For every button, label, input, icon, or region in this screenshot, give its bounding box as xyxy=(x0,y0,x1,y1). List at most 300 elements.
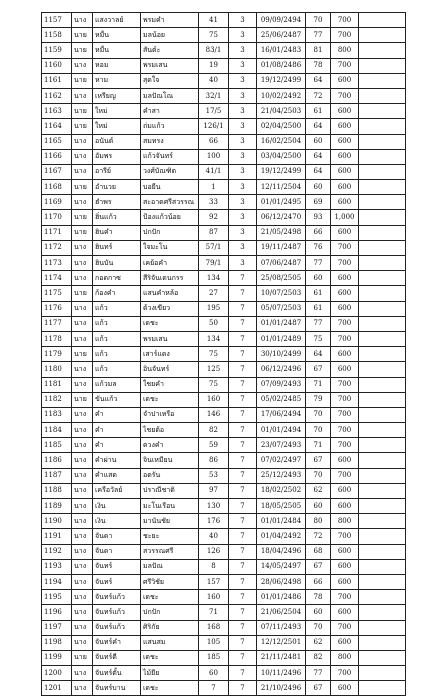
remarks-cell xyxy=(359,544,406,559)
first-name-cell: จันทร์ xyxy=(93,559,141,574)
remarks-cell xyxy=(359,407,406,422)
row-number-cell: 1175 xyxy=(42,286,72,301)
house-number-cell: 27 xyxy=(199,286,229,301)
remarks-cell xyxy=(359,499,406,514)
age-cell: 61 xyxy=(306,104,331,119)
row-number-cell: 1169 xyxy=(42,195,72,210)
birth-date-cell: 12/12/2501 xyxy=(257,635,306,650)
birth-date-cell: 07/06/2487 xyxy=(257,256,306,271)
age-cell: 93 xyxy=(306,210,331,225)
age-cell: 70 xyxy=(306,407,331,422)
allowance-amount-cell: 600 xyxy=(331,73,359,88)
allowance-amount-cell: 600 xyxy=(331,164,359,179)
village-number-cell: 3 xyxy=(229,256,257,271)
title-cell: นาง xyxy=(72,681,93,696)
age-cell: 60 xyxy=(306,271,331,286)
table-row xyxy=(42,529,406,544)
row-number-cell: 1177 xyxy=(42,316,72,331)
age-cell: 68 xyxy=(306,544,331,559)
first-name-cell: แก้ว xyxy=(93,301,141,316)
first-name-cell: ฮินทร์ xyxy=(93,240,141,255)
title-cell: นาง xyxy=(72,666,93,681)
last-name-cell: สันต์ะ xyxy=(141,43,199,58)
village-number-cell: 7 xyxy=(229,286,257,301)
age-cell: 71 xyxy=(306,438,331,453)
age-cell: 61 xyxy=(306,286,331,301)
table-row xyxy=(42,590,406,605)
remarks-cell xyxy=(359,134,406,149)
allowance-amount-cell: 600 xyxy=(331,134,359,149)
birth-date-cell: 21/05/2498 xyxy=(257,225,306,240)
last-name-cell: ป้องแก้วน้อย xyxy=(141,210,199,225)
table-row xyxy=(42,210,406,225)
allowance-amount-cell: 700 xyxy=(331,240,359,255)
allowance-amount-cell: 700 xyxy=(331,529,359,544)
row-number-cell: 1189 xyxy=(42,499,72,514)
title-cell: นาง xyxy=(72,331,93,346)
last-name-cell: ดวงคำ xyxy=(141,438,199,453)
last-name-cell: ใจมะโน xyxy=(141,240,199,255)
first-name-cell: คำ xyxy=(93,407,141,422)
remarks-cell xyxy=(359,635,406,650)
title-cell: นาย xyxy=(72,73,93,88)
age-cell: 60 xyxy=(306,499,331,514)
remarks-cell xyxy=(359,210,406,225)
last-name-cell: พรมเสน xyxy=(141,331,199,346)
first-name-cell: จันทร์แก้ว xyxy=(93,620,141,635)
first-name-cell: แก้วมล xyxy=(93,377,141,392)
row-number-cell: 1170 xyxy=(42,210,72,225)
age-cell: 78 xyxy=(306,58,331,73)
age-cell: 76 xyxy=(306,240,331,255)
allowance-amount-cell: 700 xyxy=(331,377,359,392)
first-name-cell: แก้ว xyxy=(93,331,141,346)
first-name-cell: เงิน xyxy=(93,499,141,514)
birth-date-cell: 23/07/2493 xyxy=(257,438,306,453)
table-row xyxy=(42,119,406,134)
table-row xyxy=(42,514,406,529)
row-number-cell: 1165 xyxy=(42,134,72,149)
row-number-cell: 1186 xyxy=(42,453,72,468)
document-page xyxy=(41,12,405,696)
birth-date-cell: 18/05/2505 xyxy=(257,499,306,514)
last-name-cell: มะโนเรือน xyxy=(141,499,199,514)
table-row xyxy=(42,286,406,301)
village-number-cell: 3 xyxy=(229,195,257,210)
village-number-cell: 3 xyxy=(229,225,257,240)
birth-date-cell: 30/10/2499 xyxy=(257,347,306,362)
title-cell: นาย xyxy=(72,180,93,195)
birth-date-cell: 25/08/2505 xyxy=(257,271,306,286)
row-number-cell: 1160 xyxy=(42,58,72,73)
table-row xyxy=(42,499,406,514)
last-name-cell: สะอาดศรีสวรรณ xyxy=(141,195,199,210)
row-number-cell: 1178 xyxy=(42,331,72,346)
allowance-amount-cell: 600 xyxy=(331,225,359,240)
remarks-cell xyxy=(359,529,406,544)
table-row xyxy=(42,666,406,681)
table-row xyxy=(42,195,406,210)
remarks-cell xyxy=(359,468,406,483)
title-cell: นาย xyxy=(72,225,93,240)
title-cell: นาง xyxy=(72,88,93,103)
house-number-cell: 146 xyxy=(199,407,229,422)
row-number-cell: 1183 xyxy=(42,407,72,422)
title-cell: นาง xyxy=(72,468,93,483)
table-row xyxy=(42,58,406,73)
row-number-cell: 1201 xyxy=(42,681,72,696)
title-cell: นาง xyxy=(72,271,93,286)
village-number-cell: 7 xyxy=(229,347,257,362)
age-cell: 64 xyxy=(306,119,331,134)
age-cell: 77 xyxy=(306,666,331,681)
remarks-cell xyxy=(359,681,406,696)
row-number-cell: 1191 xyxy=(42,529,72,544)
village-number-cell: 3 xyxy=(229,88,257,103)
title-cell: นาย xyxy=(72,119,93,134)
village-number-cell: 7 xyxy=(229,468,257,483)
row-number-cell: 1174 xyxy=(42,271,72,286)
last-name-cell: สมทรง xyxy=(141,134,199,149)
age-cell: 67 xyxy=(306,681,331,696)
house-number-cell: 160 xyxy=(199,590,229,605)
first-name-cell: จันทร์ตี xyxy=(93,650,141,665)
title-cell: นาย xyxy=(72,286,93,301)
last-name-cell: เดชะ xyxy=(141,650,199,665)
allowance-amount-cell: 700 xyxy=(331,392,359,407)
remarks-cell xyxy=(359,331,406,346)
birth-date-cell: 16/02/2504 xyxy=(257,134,306,149)
title-cell: นาง xyxy=(72,362,93,377)
village-number-cell: 3 xyxy=(229,240,257,255)
title-cell: นาง xyxy=(72,407,93,422)
first-name-cell: แก้ว xyxy=(93,362,141,377)
table-row xyxy=(42,483,406,498)
birth-date-cell: 21/06/2504 xyxy=(257,605,306,620)
village-number-cell: 7 xyxy=(229,271,257,286)
first-name-cell: จันทร์บาน xyxy=(93,681,141,696)
allowance-amount-cell: 600 xyxy=(331,499,359,514)
age-cell: 79 xyxy=(306,392,331,407)
remarks-cell xyxy=(359,13,406,28)
allowance-amount-cell: 600 xyxy=(331,605,359,620)
birth-date-cell: 21/04/2503 xyxy=(257,104,306,119)
allowance-amount-cell: 700 xyxy=(331,620,359,635)
allowance-amount-cell: 600 xyxy=(331,271,359,286)
title-cell: นาง xyxy=(72,240,93,255)
table-row xyxy=(42,681,406,696)
row-number-cell: 1159 xyxy=(42,43,72,58)
remarks-cell xyxy=(359,438,406,453)
age-cell: 67 xyxy=(306,559,331,574)
title-cell: นาง xyxy=(72,423,93,438)
title-cell: นาย xyxy=(72,28,93,43)
title-cell: นาง xyxy=(72,574,93,589)
house-number-cell: 41 xyxy=(199,13,229,28)
last-name-cell: พรมคำ xyxy=(141,13,199,28)
allowance-amount-cell: 600 xyxy=(331,180,359,195)
table-row xyxy=(42,559,406,574)
remarks-cell xyxy=(359,73,406,88)
last-name-cell: ใชยคำ xyxy=(141,377,199,392)
remarks-cell xyxy=(359,392,406,407)
remarks-cell xyxy=(359,483,406,498)
title-cell: นาง xyxy=(72,377,93,392)
village-number-cell: 7 xyxy=(229,590,257,605)
village-number-cell: 7 xyxy=(229,392,257,407)
row-number-cell: 1166 xyxy=(42,149,72,164)
birth-date-cell: 01/01/2494 xyxy=(257,423,306,438)
allowance-amount-cell: 700 xyxy=(331,331,359,346)
village-number-cell: 7 xyxy=(229,407,257,422)
table-row xyxy=(42,88,406,103)
birth-date-cell: 16/01/2483 xyxy=(257,43,306,58)
first-name-cell: จันดา xyxy=(93,544,141,559)
village-number-cell: 3 xyxy=(229,164,257,179)
allowance-amount-cell: 700 xyxy=(331,28,359,43)
last-name-cell: ปกปัก xyxy=(141,225,199,240)
house-number-cell: 195 xyxy=(199,301,229,316)
age-cell: 60 xyxy=(306,134,331,149)
age-cell: 69 xyxy=(306,195,331,210)
birth-date-cell: 01/01/2484 xyxy=(257,514,306,529)
house-number-cell: 1 xyxy=(199,180,229,195)
title-cell: นาง xyxy=(72,499,93,514)
birth-date-cell: 01/08/2486 xyxy=(257,58,306,73)
birth-date-cell: 07/11/2493 xyxy=(257,620,306,635)
village-number-cell: 7 xyxy=(229,483,257,498)
house-number-cell: 7 xyxy=(199,681,229,696)
remarks-cell xyxy=(359,119,406,134)
table-row xyxy=(42,331,406,346)
remarks-cell xyxy=(359,423,406,438)
village-number-cell: 7 xyxy=(229,316,257,331)
age-cell: 72 xyxy=(306,529,331,544)
title-cell: นาง xyxy=(72,544,93,559)
first-name-cell: อนันต์ xyxy=(93,134,141,149)
birth-date-cell: 05/02/2485 xyxy=(257,392,306,407)
age-cell: 77 xyxy=(306,28,331,43)
table-row xyxy=(42,605,406,620)
house-number-cell: 157 xyxy=(199,574,229,589)
first-name-cell: คำ xyxy=(93,438,141,453)
allowance-amount-cell: 700 xyxy=(331,316,359,331)
house-number-cell: 126/1 xyxy=(199,119,229,134)
table-row xyxy=(42,650,406,665)
title-cell: นาง xyxy=(72,529,93,544)
birth-date-cell: 06/12/2470 xyxy=(257,210,306,225)
title-cell: นาง xyxy=(72,149,93,164)
birth-date-cell: 01/01/2495 xyxy=(257,195,306,210)
house-number-cell: 8 xyxy=(199,559,229,574)
last-name-cell: อินจันทร์ xyxy=(141,362,199,377)
house-number-cell: 105 xyxy=(199,635,229,650)
table-row xyxy=(42,164,406,179)
last-name-cell: ด้วงเขียว xyxy=(141,301,199,316)
title-cell: นาง xyxy=(72,164,93,179)
first-name-cell: แก้ว xyxy=(93,316,141,331)
age-cell: 77 xyxy=(306,316,331,331)
first-name-cell: คำ xyxy=(93,423,141,438)
remarks-cell xyxy=(359,347,406,362)
table-row xyxy=(42,377,406,392)
row-number-cell: 1181 xyxy=(42,377,72,392)
remarks-cell xyxy=(359,104,406,119)
house-number-cell: 87 xyxy=(199,225,229,240)
last-name-cell: แสนคำหล้อ xyxy=(141,286,199,301)
row-number-cell: 1185 xyxy=(42,438,72,453)
row-number-cell: 1182 xyxy=(42,392,72,407)
age-cell: 75 xyxy=(306,331,331,346)
first-name-cell: ฮินคำ xyxy=(93,225,141,240)
first-name-cell: อารีย์ xyxy=(93,164,141,179)
first-name-cell: อำนวย xyxy=(93,180,141,195)
title-cell: นาย xyxy=(72,392,93,407)
title-cell: นาย xyxy=(72,104,93,119)
last-name-cell: ปราณีชาติ xyxy=(141,483,199,498)
remarks-cell xyxy=(359,590,406,605)
first-name-cell: จันดา xyxy=(93,529,141,544)
row-number-cell: 1197 xyxy=(42,620,72,635)
house-number-cell: 83/1 xyxy=(199,43,229,58)
house-number-cell: 82 xyxy=(199,423,229,438)
last-name-cell: จำปาเหรือ xyxy=(141,407,199,422)
house-number-cell: 134 xyxy=(199,271,229,286)
village-number-cell: 7 xyxy=(229,681,257,696)
age-cell: 66 xyxy=(306,225,331,240)
first-name-cell: แสงวาลย์ xyxy=(93,13,141,28)
first-name-cell: จันทร์ xyxy=(93,574,141,589)
birth-date-cell: 10/11/2496 xyxy=(257,666,306,681)
first-name-cell: ใหม่ xyxy=(93,104,141,119)
village-number-cell: 3 xyxy=(229,58,257,73)
remarks-cell xyxy=(359,605,406,620)
title-cell: นาง xyxy=(72,301,93,316)
first-name-cell: จันทร์แก้ว xyxy=(93,605,141,620)
village-number-cell: 7 xyxy=(229,605,257,620)
last-name-cell: ปกปัก xyxy=(141,605,199,620)
allowance-amount-cell: 700 xyxy=(331,590,359,605)
remarks-cell xyxy=(359,164,406,179)
last-name-cell: มานันชัย xyxy=(141,514,199,529)
birth-date-cell: 28/06/2498 xyxy=(257,574,306,589)
age-cell: 78 xyxy=(306,590,331,605)
last-name-cell: พรมเสน xyxy=(141,58,199,73)
row-number-cell: 1198 xyxy=(42,635,72,650)
remarks-cell xyxy=(359,377,406,392)
age-cell: 60 xyxy=(306,180,331,195)
village-number-cell: 7 xyxy=(229,514,257,529)
allowance-amount-cell: 1,000 xyxy=(331,210,359,225)
age-cell: 70 xyxy=(306,620,331,635)
age-cell: 71 xyxy=(306,377,331,392)
house-number-cell: 130 xyxy=(199,499,229,514)
village-number-cell: 3 xyxy=(229,210,257,225)
village-number-cell: 7 xyxy=(229,529,257,544)
row-number-cell: 1164 xyxy=(42,119,72,134)
village-number-cell: 7 xyxy=(229,650,257,665)
allowance-amount-cell: 600 xyxy=(331,681,359,696)
age-cell: 81 xyxy=(306,43,331,58)
title-cell: นาง xyxy=(72,13,93,28)
table-row xyxy=(42,180,406,195)
title-cell: นาง xyxy=(72,195,93,210)
row-number-cell: 1196 xyxy=(42,605,72,620)
last-name-cell: ศิริกัย xyxy=(141,620,199,635)
last-name-cell: สุดใจ xyxy=(141,73,199,88)
village-number-cell: 7 xyxy=(229,331,257,346)
last-name-cell: มลน้อย xyxy=(141,28,199,43)
allowance-amount-cell: 600 xyxy=(331,453,359,468)
row-number-cell: 1157 xyxy=(42,13,72,28)
allowance-amount-cell: 600 xyxy=(331,104,359,119)
title-cell: นาง xyxy=(72,620,93,635)
table-row xyxy=(42,256,406,271)
remarks-cell xyxy=(359,240,406,255)
remarks-cell xyxy=(359,195,406,210)
remarks-cell xyxy=(359,316,406,331)
remarks-cell xyxy=(359,149,406,164)
first-name-cell: เงิน xyxy=(93,514,141,529)
table-row xyxy=(42,544,406,559)
first-name-cell: เครือวัลย์ xyxy=(93,483,141,498)
village-number-cell: 7 xyxy=(229,620,257,635)
birth-date-cell: 25/12/2493 xyxy=(257,468,306,483)
row-number-cell: 1179 xyxy=(42,347,72,362)
row-number-cell: 1176 xyxy=(42,301,72,316)
first-name-cell: จันทร์ตั้น xyxy=(93,666,141,681)
allowance-amount-cell: 700 xyxy=(331,468,359,483)
title-cell: นาง xyxy=(72,605,93,620)
table-row xyxy=(42,134,406,149)
first-name-cell: หาม xyxy=(93,73,141,88)
table-row xyxy=(42,438,406,453)
village-number-cell: 7 xyxy=(229,499,257,514)
last-name-cell: เดชะ xyxy=(141,681,199,696)
age-cell: 70 xyxy=(306,468,331,483)
row-number-cell: 1192 xyxy=(42,544,72,559)
age-cell: 77 xyxy=(306,256,331,271)
first-name-cell: ขันแก้ว xyxy=(93,392,141,407)
title-cell: นาง xyxy=(72,635,93,650)
last-name-cell: สีริจันเดนกรร xyxy=(141,271,199,286)
allowance-amount-cell: 600 xyxy=(331,559,359,574)
age-cell: 80 xyxy=(306,514,331,529)
allowance-amount-cell: 600 xyxy=(331,635,359,650)
allowance-amount-cell: 800 xyxy=(331,650,359,665)
remarks-cell xyxy=(359,620,406,635)
first-name-cell: กอดกาซ xyxy=(93,271,141,286)
house-number-cell: 57/1 xyxy=(199,240,229,255)
allowance-amount-cell: 700 xyxy=(331,423,359,438)
first-name-cell: คำแสด xyxy=(93,468,141,483)
table-row xyxy=(42,392,406,407)
remarks-cell xyxy=(359,559,406,574)
first-name-cell: หอม xyxy=(93,58,141,73)
title-cell: นาง xyxy=(72,134,93,149)
row-number-cell: 1193 xyxy=(42,559,72,574)
allowance-amount-cell: 700 xyxy=(331,13,359,28)
birth-date-cell: 10/07/2503 xyxy=(257,286,306,301)
house-number-cell: 71 xyxy=(199,605,229,620)
house-number-cell: 79/1 xyxy=(199,256,229,271)
birth-date-cell: 18/02/2502 xyxy=(257,483,306,498)
elderly-allowance-table xyxy=(41,12,406,696)
first-name-cell: อัมพร xyxy=(93,149,141,164)
age-cell: 64 xyxy=(306,73,331,88)
last-name-cell: แก้วจันทร์ xyxy=(141,149,199,164)
row-number-cell: 1171 xyxy=(42,225,72,240)
